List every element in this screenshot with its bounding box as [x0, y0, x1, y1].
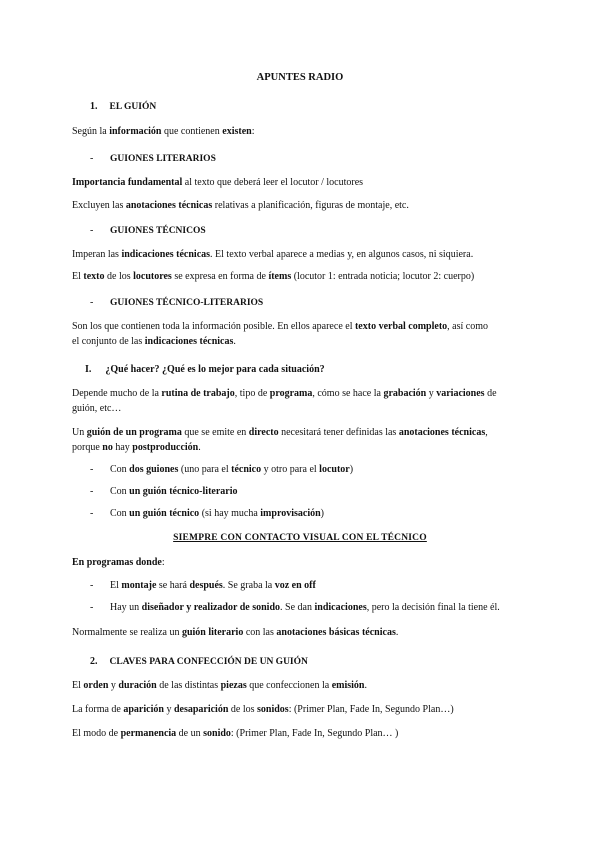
subheading-text: GUIONES LITERARIOS: [110, 154, 216, 164]
text-run: . Se graba la: [222, 580, 275, 591]
subsection-heading: [85, 363, 325, 376]
emphasis-heading: [0, 532, 600, 545]
text-run: Normalmente se realiza un: [72, 627, 182, 638]
bold-run: desaparición: [173, 704, 229, 715]
bullet: -: [90, 508, 94, 519]
text-run: necesitará tener definidas las: [278, 427, 399, 438]
bold-run: texto: [83, 271, 105, 282]
bold-run: indicaciones técnicas: [144, 336, 234, 347]
bold-run: piezas: [220, 680, 247, 691]
text-run: Un: [72, 427, 87, 438]
document-title: APUNTES RADIO: [256, 72, 344, 83]
list-item: [90, 601, 500, 614]
text-run: porque: [72, 442, 103, 453]
subsection-number: I.: [85, 364, 92, 375]
section-title: CLAVES PARA CONFECCIÓN DE UN GUIÓN: [109, 657, 308, 667]
text-run: ,: [485, 427, 488, 438]
text-run: Hay un: [110, 602, 142, 613]
text-run: hay: [112, 442, 133, 453]
bullet: -: [90, 464, 94, 475]
subheading-tecnicos: [90, 224, 206, 238]
bold-run: guión de un programa: [86, 427, 182, 438]
bold-run: directo: [248, 427, 279, 438]
section-number: 2.: [90, 656, 98, 667]
list-item: [90, 507, 324, 520]
text-run: Con: [110, 508, 130, 519]
text-run: :: [161, 557, 165, 568]
section-title: EL GUIÓN: [109, 102, 157, 112]
section-1-heading: [90, 100, 156, 114]
paragraph-line: [72, 335, 236, 348]
bold-run: anotaciones técnicas: [398, 427, 486, 438]
bold-run: sonidos: [257, 704, 289, 715]
text-run: El: [72, 271, 84, 282]
text-run: El: [72, 680, 84, 691]
text-run: .: [395, 627, 399, 638]
text-run: , así como: [447, 321, 488, 332]
bullet: -: [90, 225, 94, 236]
bold-run: rutina de trabajo: [161, 388, 235, 399]
intro-line: [72, 125, 254, 138]
text-run: el conjunto de las: [72, 336, 145, 347]
section-2-heading: [90, 655, 308, 669]
bullet: -: [90, 297, 94, 308]
text-run: de: [484, 388, 497, 399]
bold-run: Importancia fundamental: [72, 177, 183, 188]
paragraph-line: [72, 703, 454, 716]
bold-run: postproducción: [132, 442, 199, 453]
text-run: . El texto verbal aparece a medias y, en algunos casos, ni siquiera.: [210, 249, 474, 260]
bullet: -: [90, 580, 94, 591]
paragraph-line: [72, 426, 488, 439]
paragraph-line: [72, 199, 409, 212]
bold-run: diseñador y realizador de sonido: [141, 602, 281, 613]
text-run: . Se dan: [280, 602, 315, 613]
text-run: El: [110, 580, 122, 591]
list-item: [90, 485, 238, 498]
text-run: (si hay mucha: [199, 508, 261, 519]
bold-run: locutores: [133, 271, 172, 282]
text-run: (locutor 1: entrada noticia; locutor 2: cuerpo): [291, 271, 475, 282]
underlined-heading: SIEMPRE CON CONTACTO VISUAL CON EL TÉCNICO: [173, 533, 427, 543]
text-run: Excluyen las: [72, 200, 126, 211]
text-run: y otro para el: [261, 464, 320, 475]
bold-run: técnico: [231, 464, 262, 475]
paragraph-line: guión, etc…: [72, 403, 122, 414]
text-run: (uno para el: [178, 464, 232, 475]
paragraph-line: [72, 176, 363, 189]
text-run: .: [198, 442, 201, 453]
text-run: de un: [176, 728, 204, 739]
paragraph-line: [72, 727, 398, 740]
bold-run: programa: [269, 388, 313, 399]
paragraph-line: [72, 626, 398, 639]
text-run: Según la: [72, 126, 110, 137]
paragraph-line: [72, 270, 474, 283]
subheading-tecnico-literarios: [90, 296, 263, 310]
text-run: :: [251, 126, 255, 137]
text-run: que confeccionen la: [246, 680, 332, 691]
text-run: de los: [104, 271, 134, 282]
text-run: que se emite en: [181, 427, 249, 438]
bullet: -: [90, 486, 94, 497]
text-run: y: [426, 388, 437, 399]
paragraph-line: [72, 320, 488, 333]
bold-run: improvisación: [260, 508, 321, 519]
bold-run: voz en off: [274, 580, 316, 591]
bold-run: grabación: [383, 388, 427, 399]
text-run: La forma de: [72, 704, 124, 715]
bold-run: orden: [83, 680, 109, 691]
text-run: , cómo se hace la: [312, 388, 384, 399]
list-item: [90, 463, 353, 476]
section-number: 1.: [90, 101, 98, 112]
text-run: Con: [110, 486, 130, 497]
text-run: .: [233, 336, 236, 347]
text-run: Con: [110, 464, 130, 475]
subsection-title: ¿Qué hacer? ¿Qué es lo mejor para cada situación?: [105, 364, 325, 375]
paragraph-line: [72, 387, 497, 400]
text-run: de los: [228, 704, 257, 715]
bold-run: un guión técnico-literario: [129, 486, 238, 497]
text-run: : (Primer Plan, Fade In, Segundo Plan…): [288, 704, 454, 715]
bold-run: En programas donde: [72, 557, 162, 568]
bold-run: anotaciones básicas técnicas: [276, 627, 396, 638]
text-run: , tipo de: [234, 388, 270, 399]
text-run: relativas a planificación, figuras de montaje, etc.: [212, 200, 409, 211]
text-run: Son los que contienen toda la información posible. En ellos aparece el: [72, 321, 355, 332]
subheading-text: GUIONES TÉCNICOS: [110, 226, 206, 236]
paragraph-line: [72, 441, 201, 454]
bold-run: texto verbal completo: [354, 321, 448, 332]
subheading-text: GUIONES TÉCNICO-LITERARIOS: [110, 298, 264, 308]
text-run: de las distintas: [156, 680, 221, 691]
bold-run: después: [189, 580, 223, 591]
bold-run: información: [109, 126, 162, 137]
bold-run: aparición: [123, 704, 164, 715]
text-run: y: [108, 680, 119, 691]
bold-run: anotaciones técnicas: [125, 200, 213, 211]
paragraph-line: [72, 679, 367, 692]
text-run: se expresa en forma de: [171, 271, 269, 282]
bold-run: permanencia: [120, 728, 177, 739]
text-run: al texto que deberá leer el locutor / locutores: [182, 177, 364, 188]
text-run: se hará: [156, 580, 190, 591]
subheading-literarios: [90, 152, 216, 166]
programs-intro: [72, 556, 165, 569]
text-run: ): [320, 508, 325, 519]
text-run: El modo de: [72, 728, 121, 739]
bold-run: indicaciones: [314, 602, 367, 613]
bold-run: dos guiones: [129, 464, 179, 475]
bold-run: no: [102, 442, 113, 453]
bullet: -: [90, 153, 94, 164]
text-run: : (Primer Plan, Fade In, Segundo Plan… ): [230, 728, 399, 739]
bold-run: un guión técnico: [129, 508, 200, 519]
bold-run: existen: [222, 126, 252, 137]
bold-run: sonido: [203, 728, 231, 739]
bold-run: variaciones: [436, 388, 485, 399]
text-run: .: [364, 680, 367, 691]
text-run: que contienen: [161, 126, 223, 137]
text-run: Imperan las: [72, 249, 122, 260]
text-run: con las: [243, 627, 277, 638]
list-item: [90, 579, 316, 592]
bold-run: montaje: [121, 580, 157, 591]
paragraph-line: [72, 248, 473, 261]
bold-run: emisión: [331, 680, 365, 691]
text-run: , pero la decisión final la tiene él.: [366, 602, 500, 613]
text-run: Depende mucho de la: [72, 388, 162, 399]
bold-run: guión literario: [181, 627, 244, 638]
bold-run: ítems: [268, 271, 292, 282]
bold-run: locutor: [319, 464, 350, 475]
text-run: y: [163, 704, 174, 715]
bullet: -: [90, 602, 94, 613]
bold-run: duración: [118, 680, 157, 691]
text-run: ): [349, 464, 354, 475]
bold-run: indicaciones técnicas: [121, 249, 211, 260]
